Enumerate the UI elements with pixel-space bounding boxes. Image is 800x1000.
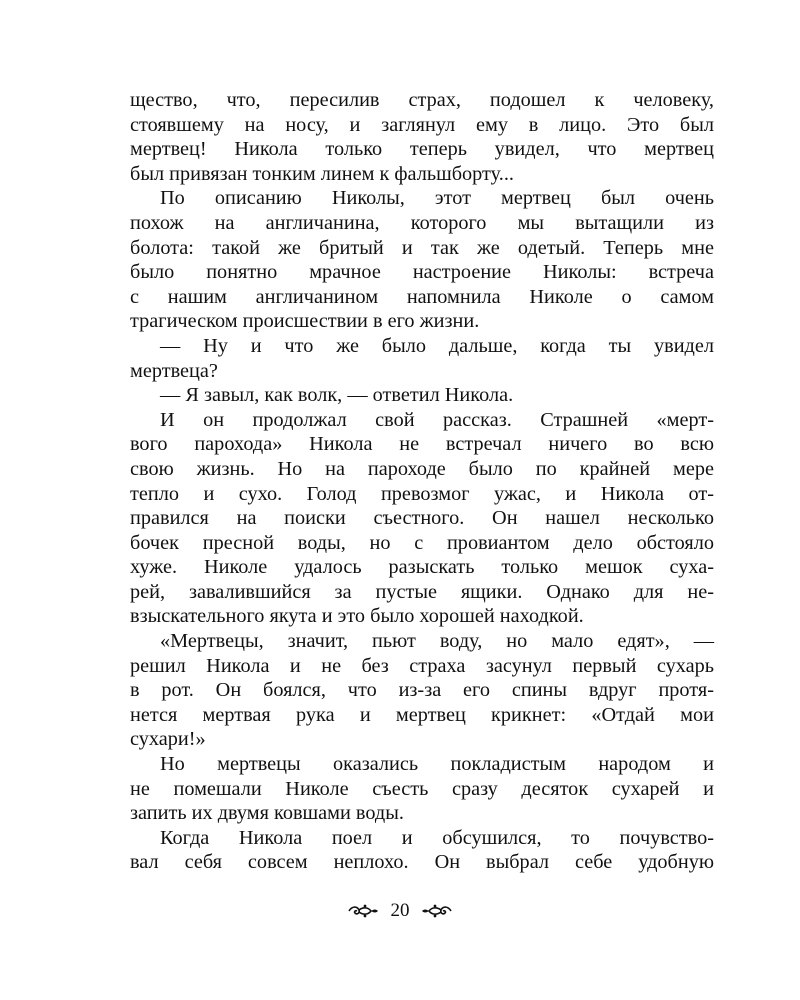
text-line: в рот. Он боялся, что из-за его спины вдруг протя- [130, 679, 714, 702]
page-footer [0, 899, 800, 922]
text-line: тепло и сухо. Голод превозмог ужас, и Никола от- [130, 482, 714, 505]
text-line: И он продолжал свой рассказ. Страшней «мерт- [160, 408, 714, 431]
text-line: было понятно мрачное настроение Николы: встреча [130, 261, 714, 284]
text-line: решил Никола и не без страха засунул первый сухарь [130, 654, 714, 677]
text-line: — Я завыл, как волк, — ответил Никола. [160, 384, 514, 407]
text-line: правился на поиски съестного. Он нашел несколько [130, 507, 714, 530]
text-line: «Мертвецы, значит, пьют воду, но мало едят», — [160, 630, 714, 653]
text-line: взыскательного якута и это было хорошей находкой. [130, 605, 584, 628]
left-flourish-icon [346, 903, 380, 919]
page-number: 20 [390, 899, 410, 921]
text-line: не помешали Николе съесть сразу десяток сухарей и [130, 777, 714, 800]
text-line: вого парохода» Никола не встречал ничего во всю [130, 433, 714, 456]
text-line: свою жизнь. Но на пароходе было по крайней мере [130, 457, 714, 480]
text-line: с нашим англичанином напомнила Николе о самом [130, 285, 714, 308]
text-line: хуже. Николе удалось разыскать только мешок суха- [130, 556, 714, 579]
text-line: рей, завалившийся за пустые ящики. Однако для не- [130, 580, 714, 603]
page-body-text [130, 88, 714, 875]
text-line: трагическом происшествии в его жизни. [130, 310, 480, 333]
text-line: Но мертвецы оказались покладистым народом и [160, 753, 714, 776]
text-line: вал себя совсем неплохо. Он выбрал себе удобную [130, 851, 714, 874]
text-line: мертвец! Никола только теперь увидел, что мертвец [130, 138, 714, 161]
text-line: нется мертвая рука и мертвец крикнет: «Отдай мои [130, 703, 714, 726]
text-line: болота: такой же бритый и так же одетый. Теперь мне [130, 236, 714, 259]
text-line: мертвеца? [130, 359, 218, 382]
text-line: По описанию Николы, этот мертвец был очень [160, 187, 714, 210]
text-line: запить их двумя ковшами воды. [130, 802, 404, 825]
text-line: стоявшему на носу, и заглянул ему в лицо. Это был [130, 113, 714, 136]
text-line: Когда Никола поел и обсушился, то почувство- [160, 826, 714, 849]
text-line: щество, что, пересилив страх, подошел к человеку, [130, 89, 714, 111]
text-line: похож на англичанина, которого мы вытащили из [130, 211, 714, 234]
text-line: бочек пресной воды, но с провиантом дело обстояло [130, 531, 714, 554]
text-line: был привязан тонким линем к фальшборту... [130, 162, 514, 185]
text-line: — Ну и что же было дальше, когда ты увидел [160, 334, 714, 357]
text-line: сухари!» [130, 728, 206, 751]
right-flourish-icon [420, 903, 454, 919]
